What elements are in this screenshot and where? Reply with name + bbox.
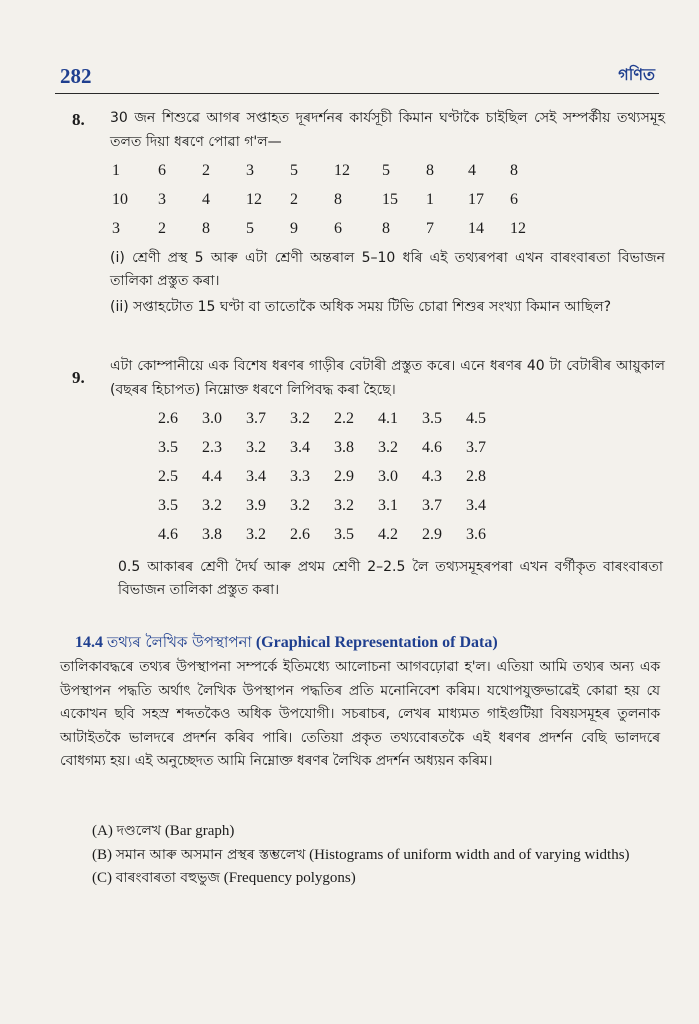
- q9-data-cell: 2.2: [334, 410, 354, 427]
- q9-data-row: [158, 439, 498, 468]
- q8-data-cell: 12: [246, 191, 262, 208]
- q9-data-cell: 3.1: [378, 497, 398, 514]
- q9-data-cell: 2.5: [158, 468, 178, 485]
- q8-data-cell: 9: [290, 220, 298, 237]
- q8-data-cell: 2: [202, 162, 210, 179]
- q9-data-cell: 3.2: [246, 439, 266, 456]
- q9-data-cell: 4.4: [202, 468, 222, 485]
- q9-data-row: [158, 497, 498, 526]
- q9-data-cell: 2.3: [202, 439, 222, 456]
- q8-data-cell: 3: [158, 191, 166, 208]
- q9-data-cell: 3.2: [246, 526, 266, 543]
- q8-data-row: [112, 162, 552, 191]
- q8-data-cell: 5: [382, 162, 390, 179]
- q9-data-cell: 3.7: [422, 497, 442, 514]
- q9-data-cell: 2.9: [334, 468, 354, 485]
- q9-data-cell: 3.5: [422, 410, 442, 427]
- q9-data-cell: 3.8: [202, 526, 222, 543]
- q9-data-cell: 3.0: [378, 468, 398, 485]
- q9-data-cell: 3.8: [334, 439, 354, 456]
- q8-data-cell: 2: [290, 191, 298, 208]
- q8-data-cell: 12: [334, 162, 350, 179]
- question-8-part-i: (i) শ্ৰেণী প্ৰস্থ 5 আৰু এটা শ্ৰেণী অন্তৰাল 5–10 ধৰি এই তথ্যৰপৰা এখন বাৰংবাৰতা বিভাজন তালিকা প্ৰস্তুত কৰা।: [110, 250, 665, 289]
- q9-data-cell: 3.2: [202, 497, 222, 514]
- section-number: 14.4: [75, 634, 103, 651]
- q8-data-cell: 4: [202, 191, 210, 208]
- q9-data-cell: 3.9: [246, 497, 266, 514]
- q9-data-cell: 2.6: [158, 410, 178, 427]
- q8-data-row: [112, 220, 552, 249]
- question-9-number: 9.: [72, 368, 85, 387]
- section-paragraph: তালিকাবদ্ধৰে তথ্যৰ উপস্থাপনা সম্পৰ্কে ইতিমধ্যে আলোচনা আগবঢ়োৱা হ'ল। এতিয়া আমি তথ্যৰ অন্য এক উপস্থাপন পদ্ধতি অৰ্থাৎ লৈখিক উপস্থাপন পদ্ধতিৰ প্ৰতি মনোনিবেশ কৰিম। যথোপযুক্তভাৱেই কোৱা হয় যে একোখন ছবি সহস্ৰ শব্দতকৈও অধিক উপযোগী। সচৰাচৰ, লেখৰ মাধ্যমত গাইগুটিয়া বিষয়সমূহৰ তুলনাক আটাইতকৈ ভালদৰে প্ৰদৰ্শন কৰিব পাৰি। তেতিয়া প্ৰকৃত তথ্যবোৰতকৈ এই ধৰণৰ প্ৰদৰ্শন বেছি ভালদৰে বোধগম্য হয়। এই অনুচ্ছেদত আমি নিম্নোক্ত ধৰণৰ লৈখিক প্ৰদৰ্শন অধ্যয়ন কৰিম।: [60, 659, 660, 770]
- question-8-text: 30 জন শিশুৱে আগৰ সপ্তাহত দূৰদৰ্শনৰ কাৰ্যসূচী কিমান ঘণ্টাকৈ চাইছিল সেই সম্পৰ্কীয় তথ্যসমূহ তলত দিয়া ধৰণে পোৱা গ'ল—: [110, 110, 665, 150]
- q9-data-cell: 3.2: [290, 410, 310, 427]
- q9-data-cell: 4.3: [422, 468, 442, 485]
- q8-data-cell: 6: [510, 191, 518, 208]
- running-head: গণিত: [618, 65, 655, 84]
- q8-data-cell: 3: [112, 220, 120, 237]
- q8-data-cell: 12: [510, 220, 526, 237]
- q9-data-cell: 3.4: [290, 439, 310, 456]
- q8-data-cell: 7: [426, 220, 434, 237]
- question-8-data-table: [112, 162, 552, 249]
- q9-data-cell: 3.5: [158, 439, 178, 456]
- q9-data-cell: 4.1: [378, 410, 398, 427]
- q9-data-cell: 3.4: [246, 468, 266, 485]
- q8-data-cell: 8: [510, 162, 518, 179]
- section-title-en: (Graphical Representation of Data): [255, 634, 498, 651]
- question-8-number: 8.: [72, 110, 85, 129]
- header-rule: [55, 93, 659, 94]
- q8-data-cell: 2: [158, 220, 166, 237]
- q8-data-cell: 4: [468, 162, 476, 179]
- q9-data-cell: 4.6: [158, 526, 178, 543]
- q9-data-cell: 3.2: [334, 497, 354, 514]
- q9-data-cell: 3.3: [290, 468, 310, 485]
- q9-data-cell: 3.4: [466, 497, 486, 514]
- q9-data-cell: 2.8: [466, 468, 486, 485]
- q8-data-cell: 8: [202, 220, 210, 237]
- question-8-part-ii: (ii) সপ্তাহটোত 15 ঘণ্টা বা তাতোকৈ অধিক সময় টিভি চোৱা শিশুৰ সংখ্যা কিমান আছিল?: [110, 299, 612, 315]
- q9-data-cell: 3.5: [334, 526, 354, 543]
- q8-data-cell: 14: [468, 220, 484, 237]
- q8-data-cell: 6: [158, 162, 166, 179]
- q8-data-cell: 8: [334, 191, 342, 208]
- question-9-instruction: 0.5 আকাৰৰ শ্ৰেণী দৈৰ্ঘ আৰু প্ৰথম শ্ৰেণী 2–2.5 লৈ তথ্যসমূহৰপৰা এখন বৰ্গীকৃত বাৰংবাৰতা বিভাজন তালিকা প্ৰস্তুত কৰা।: [118, 559, 663, 598]
- list-item-bar-graph: (A) দণ্ডলেখ (Bar graph): [92, 823, 235, 839]
- q8-data-cell: 5: [246, 220, 254, 237]
- list-item-histograms: (B) সমান আৰু অসমান প্ৰস্থৰ স্তম্ভলেখ (Histograms of uniform width and of varying widths): [92, 846, 630, 863]
- section-title-bn: তথ্যৰ লৈখিক উপস্থাপনা: [107, 633, 252, 651]
- q8-data-cell: 1: [426, 191, 434, 208]
- q8-data-cell: 1: [112, 162, 120, 179]
- question-9-data-table: [158, 410, 498, 555]
- q8-data-row: [112, 191, 552, 220]
- q9-data-cell: 3.6: [466, 526, 486, 543]
- q9-data-cell: 4.6: [422, 439, 442, 456]
- q9-data-row: [158, 468, 498, 497]
- q9-data-cell: 3.5: [158, 497, 178, 514]
- q8-data-cell: 3: [246, 162, 254, 179]
- q9-data-cell: 3.2: [290, 497, 310, 514]
- q9-data-cell: 2.6: [290, 526, 310, 543]
- q9-data-cell: 3.2: [378, 439, 398, 456]
- q8-data-cell: 17: [468, 191, 484, 208]
- q9-data-cell: 3.0: [202, 410, 222, 427]
- graph-types-list: [60, 820, 665, 891]
- q9-data-cell: 4.2: [378, 526, 398, 543]
- q8-data-cell: 10: [112, 191, 128, 208]
- q9-data-cell: 4.5: [466, 410, 486, 427]
- q8-data-cell: 6: [334, 220, 342, 237]
- q9-data-row: [158, 410, 498, 439]
- q9-data-cell: 3.7: [246, 410, 266, 427]
- q8-data-cell: 5: [290, 162, 298, 179]
- list-item-frequency-polygons: (C) বাৰংবাৰতা বহুভুজ (Frequency polygons): [92, 870, 356, 886]
- question-9-text: এটা কোম্পানীয়ে এক বিশেষ ধৰণৰ গাড়ীৰ বেটাৰী প্ৰস্তুত কৰে। এনে ধৰণৰ 40 টা বেটাৰীৰ আয়ুকাল (বছৰৰ হিচাপত) নিম্নোক্ত ধৰণে লিপিবদ্ধ কৰা হৈছে।: [110, 358, 665, 398]
- q8-data-cell: 15: [382, 191, 398, 208]
- q9-data-cell: 2.9: [422, 526, 442, 543]
- q9-data-row: [158, 526, 498, 555]
- q8-data-cell: 8: [382, 220, 390, 237]
- q8-data-cell: 8: [426, 162, 434, 179]
- q9-data-cell: 3.7: [466, 439, 486, 456]
- section-title: [75, 631, 498, 656]
- page-number: 282: [60, 64, 92, 88]
